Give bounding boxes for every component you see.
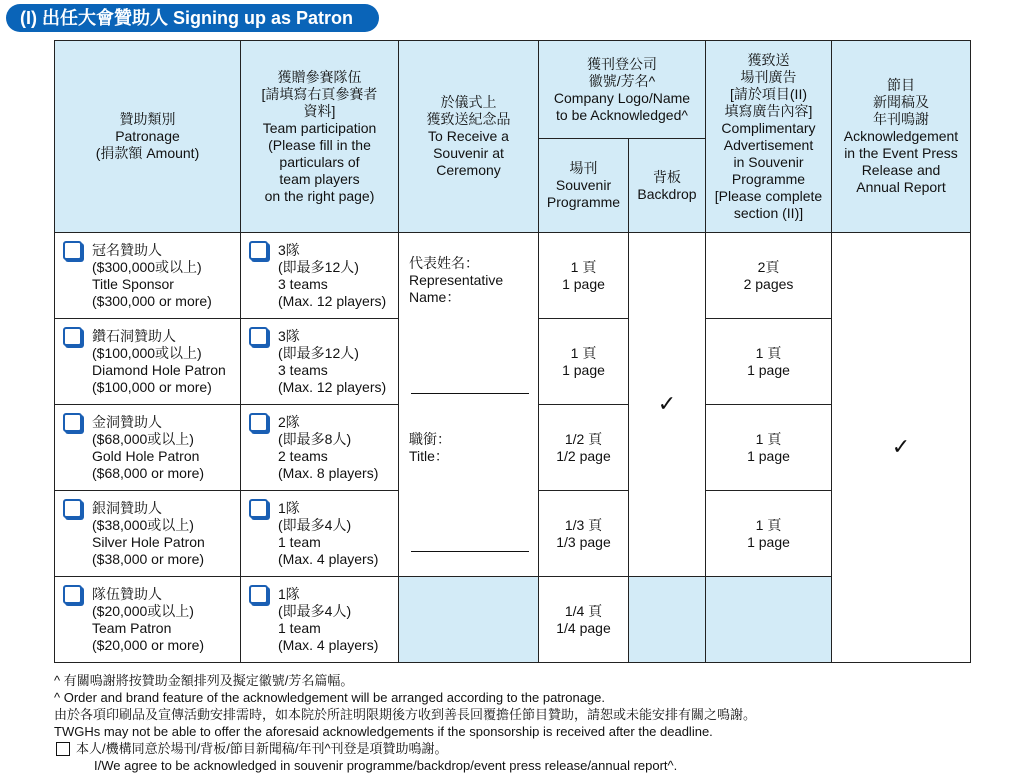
title-sponsor-checkbox[interactable] [63,241,82,260]
souvenir-empty-cell [399,577,539,663]
advert-empty-cell [706,577,832,663]
team-3-checkbox[interactable] [249,241,268,260]
diamond-hole-checkbox[interactable] [63,327,82,346]
gold-hole-checkbox[interactable] [63,413,82,432]
team-label: 1隊 (即最多4人) 1 team (Max. 4 players) [278,585,379,653]
programme-cell: 1 頁 1 page [539,233,629,319]
programme-cell: 1/4 頁 1/4 page [539,577,629,663]
team-1-checkbox[interactable] [249,585,268,604]
programme-cell: 1 頁 1 page [539,319,629,405]
header-patronage: 贊助類別 Patronage (捐款額 Amount) [55,41,241,233]
agree-label-zh: 本人/機構同意於場刊/背板/節目新聞稿/年刊^刊登是項贊助鳴謝。 [76,741,448,756]
programme-cell: 1/2 頁 1/2 page [539,405,629,491]
backdrop-tick-icon: ✓ [657,390,677,416]
team-cell [241,577,399,663]
representative-title-label: 職銜： Title： [409,431,451,464]
representative-name-label: 代表姓名： Representative Name： [409,255,504,305]
section-title: (I) 出任大會贊助人 Signing up as Patron [6,4,379,32]
silver-hole-checkbox[interactable] [63,499,82,518]
ack-cell [832,233,971,663]
header-team-participation: 獲贈參賽隊伍 [請填寫右頁參賽者 資料] Team participation (Please fill in the particulars of team players on the right page) [241,41,399,233]
patronage-table [54,40,971,663]
team-cell [241,491,399,577]
representative-cell [399,233,539,577]
note-order-en: ^ Order and brand feature of the acknowledgement will be arranged according to the patronage. [54,690,606,705]
table-row [55,233,971,319]
header-backdrop: 背板 Backdrop [629,139,706,233]
header-souvenir-programme: 場刊 Souvenir Programme [539,139,629,233]
patron-label: 金洞贊助人 ($68,000或以上) Gold Hole Patron ($68,000 or more) [92,413,205,481]
patron-cell [55,405,241,491]
patron-cell [55,319,241,405]
header-advertisement: 獲致送 場刊廣告 [請於項目(II) 填寫廣告內容] Complimentary Advertisement in Souvenir Programme [Please complete section (II)] [706,41,832,233]
patron-label: 隊伍贊助人 ($20,000或以上) Team Patron ($20,000 or more) [92,585,205,653]
patron-cell [55,233,241,319]
team-2-checkbox[interactable] [249,413,268,432]
advert-cell: 1 頁 1 page [706,491,832,577]
header-company-logo: 獲刊登公司 徽號/芳名^ Company Logo/Name to be Acknowledged^ [539,41,706,139]
backdrop-empty-cell [629,577,706,663]
ack-tick-icon: ✓ [891,433,911,459]
header-acknowledgement: 節目 新聞稿及 年刊鳴謝 Acknowledgement in the Event Press Release and Annual Report [832,41,971,233]
team-1-checkbox[interactable] [249,499,268,518]
team-patron-checkbox[interactable] [63,585,82,604]
team-label: 3隊 (即最多12人) 3 teams (Max. 12 players) [278,327,387,395]
footnotes [54,672,1014,774]
team-cell [241,405,399,491]
header-souvenir: 於儀式上 獲致送紀念品 To Receive a Souvenir at Ceremony [399,41,539,233]
agree-label-en: I/We agree to be acknowledged in souvenir programme/backdrop/event press release/annual report^. [94,758,678,773]
team-cell [241,233,399,319]
patron-cell [55,491,241,577]
note-deadline-en: TWGHs may not be able to offer the aforesaid acknowledgements if the sponsorship is received after the deadline. [54,724,713,739]
note-deadline-zh: 由於各項印刷品及宣傳活動安排需時，如本院於所註明限期後方收到善長回覆擔任節目贊助，請恕或未能安排有關之鳴謝。 [54,707,757,722]
patron-label: 鑽石洞贊助人 ($100,000或以上) Diamond Hole Patron ($100,000 or more) [92,327,226,395]
note-order-zh: ^ 有關鳴謝將按贊助金額排列及擬定徽號/芳名篇幅。 [54,673,354,688]
representative-title-line[interactable] [411,551,529,552]
team-cell [241,319,399,405]
team-label: 3隊 (即最多12人) 3 teams (Max. 12 players) [278,241,387,309]
advert-cell: 2頁 2 pages [706,233,832,319]
patron-cell [55,577,241,663]
advert-cell: 1 頁 1 page [706,319,832,405]
agree-checkbox[interactable] [56,742,70,756]
backdrop-cell [629,233,706,577]
advert-cell: 1 頁 1 page [706,405,832,491]
representative-name-line[interactable] [411,393,529,394]
programme-cell: 1/3 頁 1/3 page [539,491,629,577]
agree-row [54,740,1014,757]
patron-label: 冠名贊助人 ($300,000或以上) Title Sponsor ($300,000 or more) [92,241,212,309]
team-label: 1隊 (即最多4人) 1 team (Max. 4 players) [278,499,379,567]
patron-label: 銀洞贊助人 ($38,000或以上) Silver Hole Patron ($38,000 or more) [92,499,205,567]
team-3-checkbox[interactable] [249,327,268,346]
team-label: 2隊 (即最多8人) 2 teams (Max. 8 players) [278,413,379,481]
